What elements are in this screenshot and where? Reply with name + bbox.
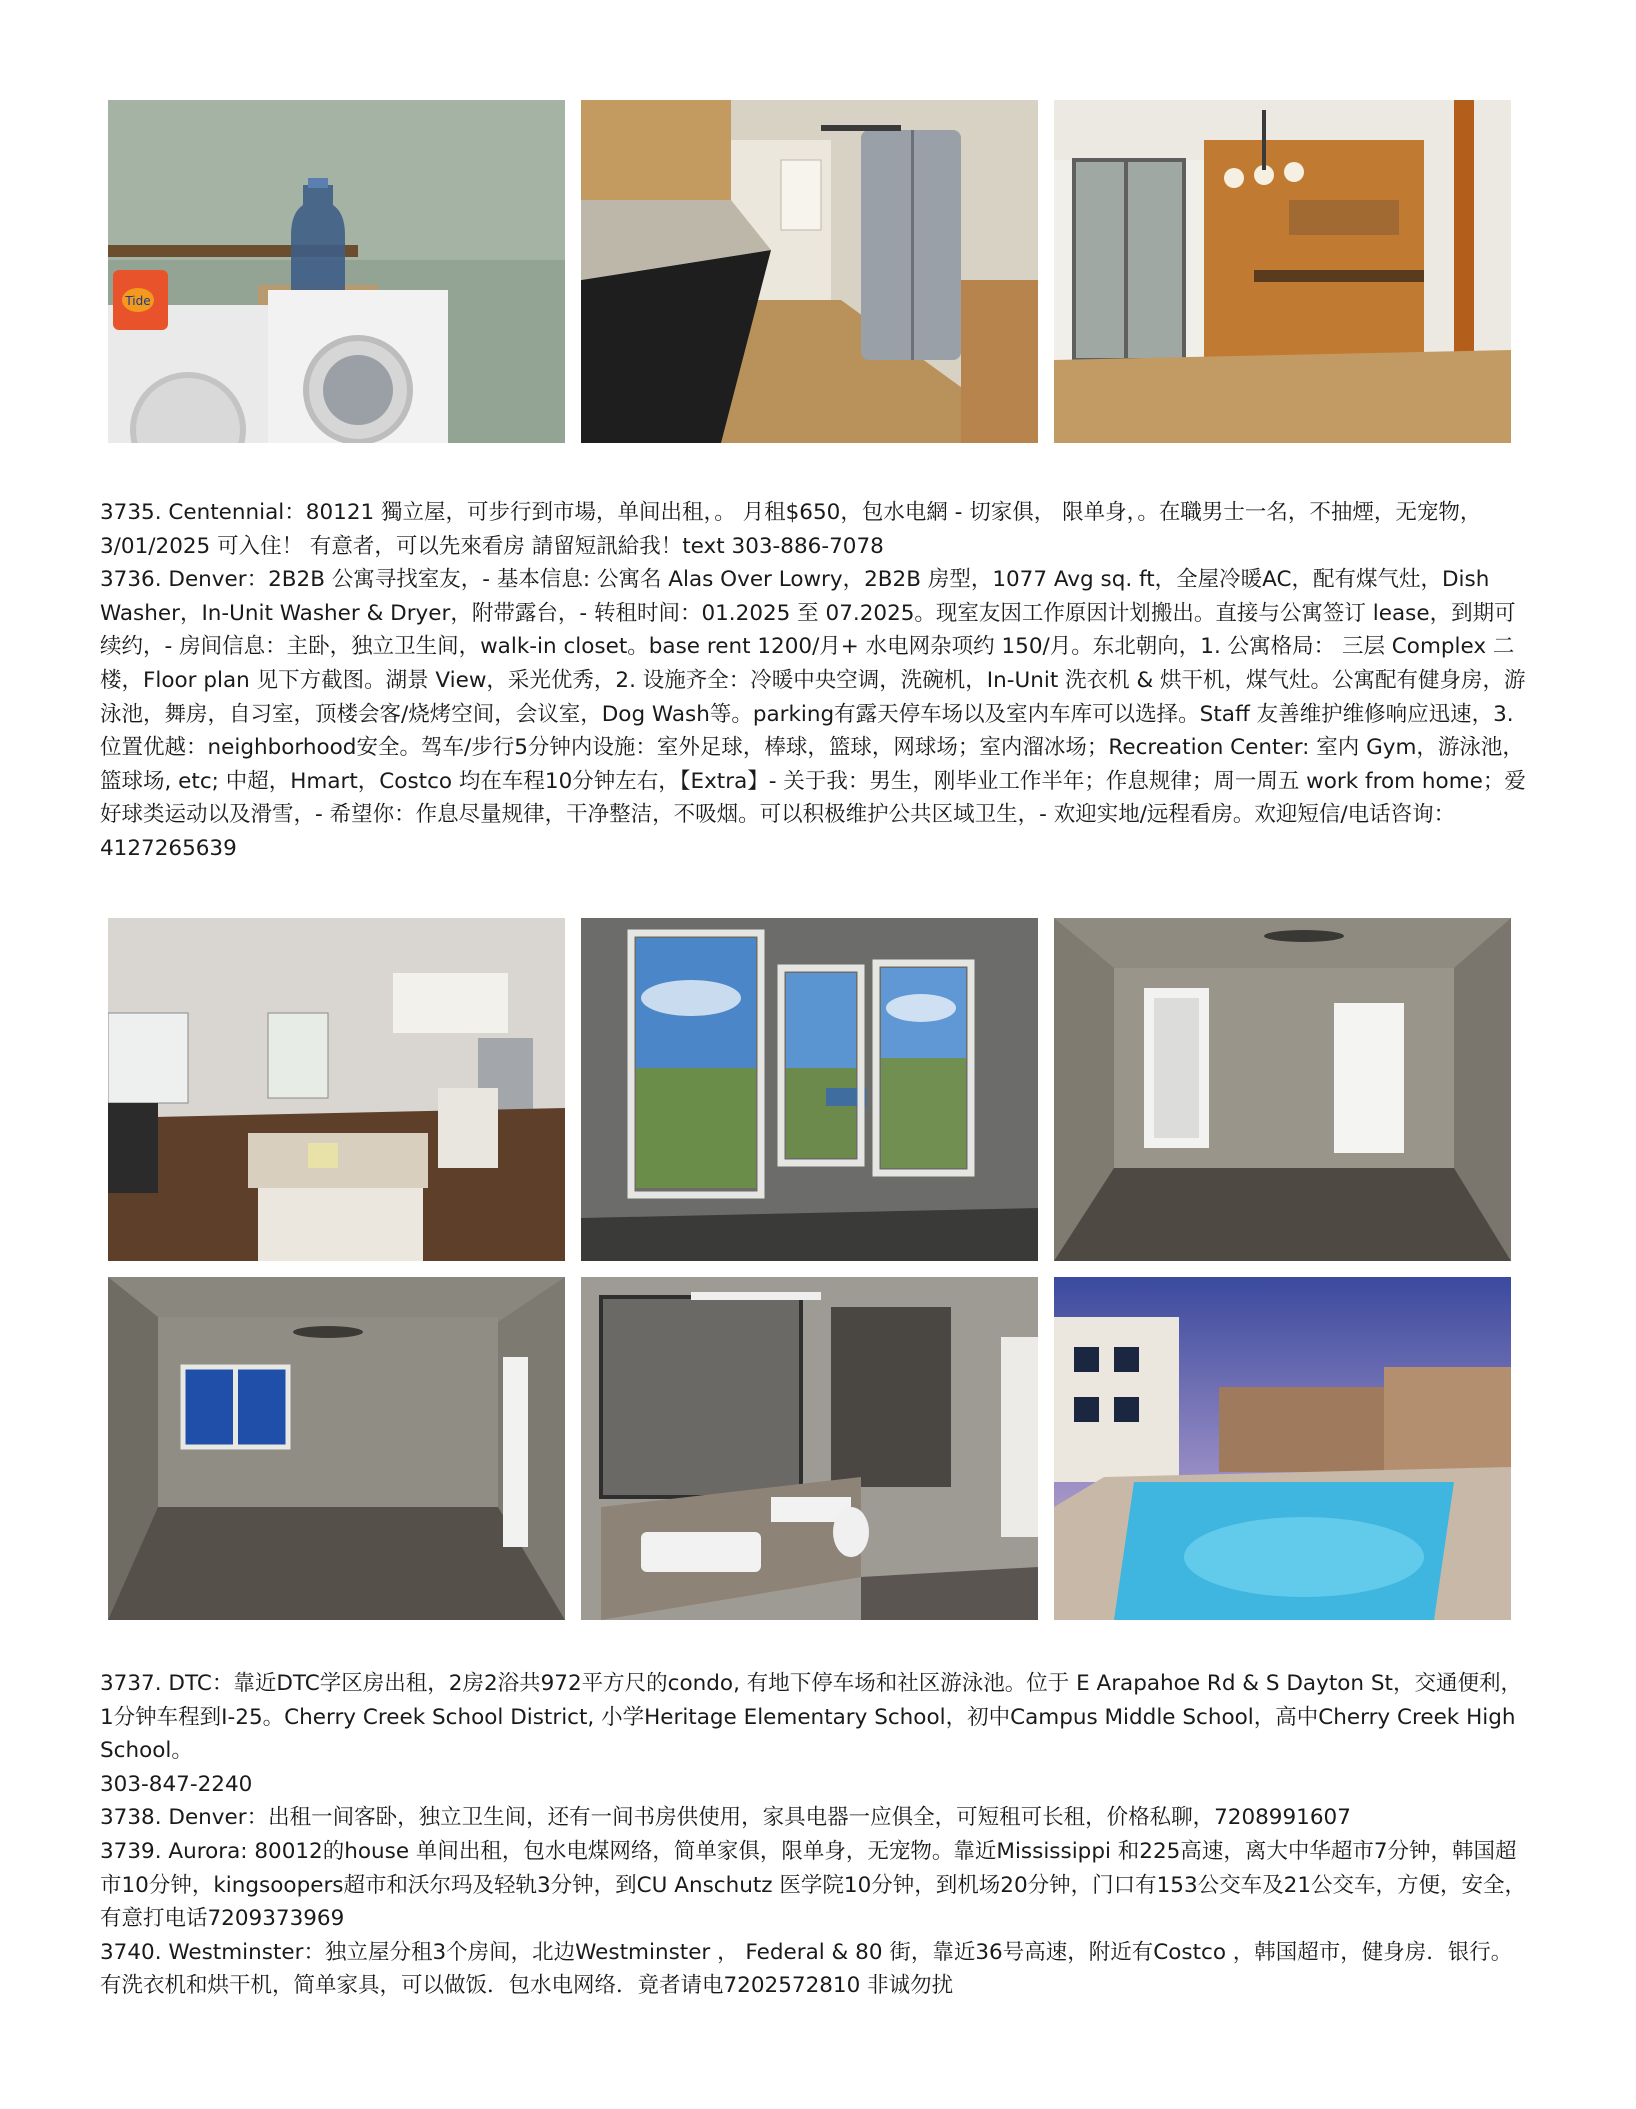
- listings-block-1: [100, 496, 1530, 866]
- kitchen-photo: [581, 100, 1038, 443]
- pool-photo: [1054, 1277, 1511, 1620]
- window-view-photo: [581, 918, 1038, 1261]
- listing-3738: 3738. Denver：出租一间客卧，独立卫生间，还有一间书房供使用，家具电器一应俱全，可短租可长租，价格私聊，7208991607: [100, 1805, 1351, 1831]
- bedroom-photo-1: [1054, 918, 1511, 1261]
- dining-photo: [1054, 100, 1511, 443]
- listings-block-2: [100, 1667, 1530, 2003]
- tide-logo-text: Tide: [125, 294, 151, 308]
- photo-row-2: [108, 918, 1511, 1261]
- listing-3736: 3736. Denver：2B2B 公寓寻找室友，- 基本信息: 公寓名 Alas Over Lowry，2B2B 房型，1077 Avg sq. ft，全屋冷暖AC，配有煤气灶，Dish Washer，In-Unit Washer & Dryer，附带露台，- 转租时间：01.2025 至 07.2025。现室友因工作原因计划搬出。直接与公寓签订 lease，到期可续约，- 房间信息：主卧，独立卫生间，walk-in closet。base rent 1200/月+ 水电网杂项约 150/月。东北朝向，1. 公寓格局： 三层 Complex 二楼，Floor plan 见下方截图。湖景 View，采光优秀，2. 设施齐全：冷暖中央空调，洗碗机，In-Unit 洗衣机 & 烘干机，煤气灶。公寓配有健身房，游泳池，舞房，自习室，顶楼会客/烧烤空间，会议室，Dog Wash等。parking有露天停车场以及室内车库可以选择。Staff 友善维护维修响应迅速，3. 位置优越：neighborhood安全。驾车/步行5分钟内设施：室外足球，棒球，篮球，网球场；室内溜冰场；Recreation Center: 室内 Gym，游泳池，篮球场, etc; 中超，Hmart，Costco 均在车程10分钟左右，【Extra】- 关于我：男生，刚毕业工作半年；作息规律；周一周五 work from home；爱好球类运动以及滑雪，- 希望你：作息尽量规律，干净整洁，不吸烟。可以积极维护公共区域卫生，- 欢迎实地/远程看房。欢迎短信/电话咨询：4127265639: [100, 567, 1526, 861]
- living-room-photo: [108, 918, 565, 1261]
- photo-row-1: [108, 100, 1511, 443]
- listing-3735: 3735. Centennial：80121 獨立屋，可步行到市場，单间出租，。 月租$650，包水电網 - 切家俱， 限单身，。在職男士一名，不抽煙，无宠物，3/01/2025 可入住！ 有意者，可以先來看房 請留短訊給我！text 303-886-7078: [100, 500, 1482, 559]
- bedroom-photo-2: [108, 1277, 565, 1620]
- bathroom-photo: [581, 1277, 1038, 1620]
- listing-3737-phone: 303-847-2240: [100, 1771, 253, 1797]
- listing-3740: 3740. Westminster：独立屋分租3个房间，北边Westminster ， Federal & 80 街，靠近36号高速，附近有Costco ，韩国超市，健身房．银行。有洗衣机和烘干机，简单家具，可以做饭．包水电网络．竟者请电7202572810 非诚勿扰: [100, 1939, 1513, 1999]
- listing-3737: 3737. DTC：靠近DTC学区房出租，2房2浴共972平方尺的condo, 有地下停车场和社区游泳池。位于 E Arapahoe Rd & S Dayton St，交通便利，1分钟车程到I-25。Cherry Creek School District, 小学Heritage Elementary School，初中Campus Middle School，高中Cherry Creek High School。: [100, 1671, 1522, 1764]
- laundry-photo: [108, 100, 565, 443]
- photo-row-3: [108, 1277, 1511, 1620]
- listing-3739: 3739. Aurora: 80012的house 单间出租，包水电煤网络，简单家俱，限单身，无宠物。靠近Mississippi 和225高速，离大中华超市7分钟，韩国超市10分钟，kingsoopers超市和沃尔玛及轻轨3分钟，到CU Anschutz 医学院10分钟，到机场20分钟，门口有153公交车及21公交车，方便，安全，有意打电话7209373969: [100, 1838, 1527, 1932]
